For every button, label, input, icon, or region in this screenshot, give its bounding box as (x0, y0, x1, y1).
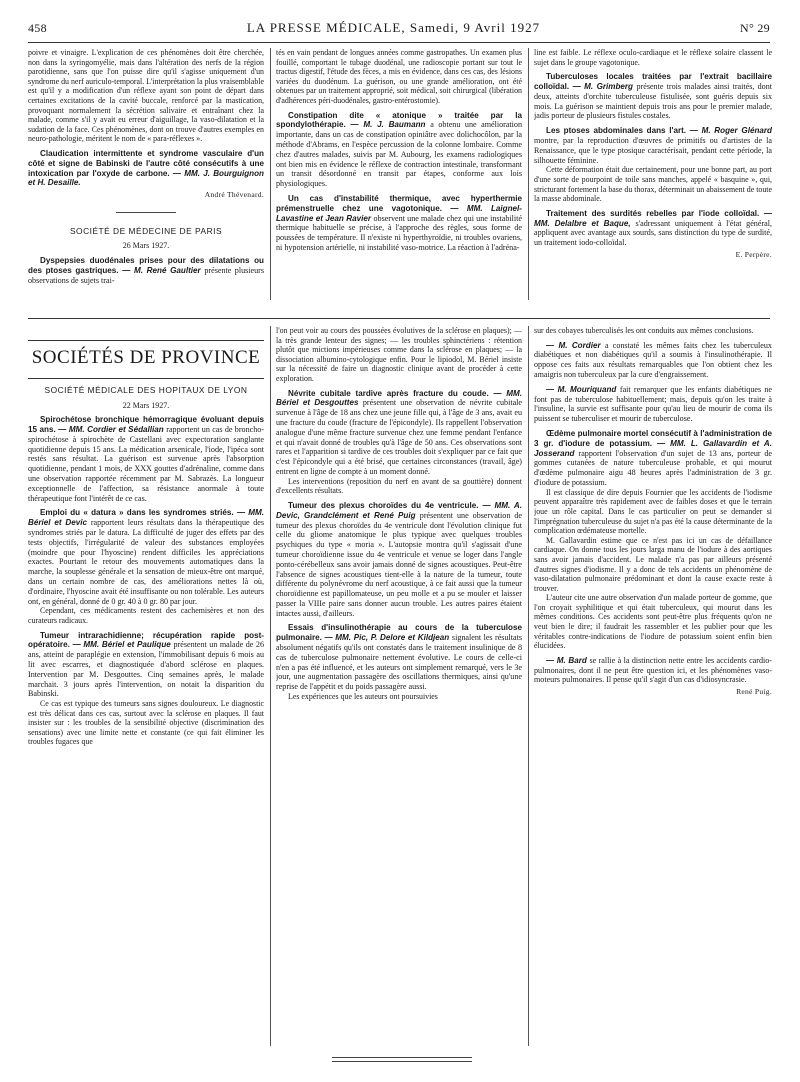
article-title (276, 623, 522, 692)
paragraph: Ce cas est typique des tumeurs sans signes douloureux. Le diagnostic est très délicat dans ces cas, surtout avec la sclérose en plaques. Il faut insister sur : les troubles de la sensibilité objective (discrimination des sensations) avec une limite nette et constante (ce qui fait éliminer les troubles fugaces que (28, 699, 264, 747)
issue-number: N° 29 (740, 21, 770, 35)
paragraph: l'on peut voir au cours des poussées évolutives de la sclérose en plaques); — la très grande lenteur des signes; — les troubles sphinctériens : rétention plutôt que mictions impérieuses comme dans la sclérose en plaques; — la dissociation albumino-cytologique enfin. Pour le lipiodol, M. Bériel insiste sur la nécessité de faire un diagnostic clinique avant de procéder à cette exploration. (276, 326, 522, 383)
article-authors: — M. Roger Glénard (689, 126, 772, 136)
article-heading: Claudication intermittente et syndrome vasculaire d'un côté et signe de Babinski de l'autre côté consécutifs à une intoxication par l'oxyde de carbone. (28, 148, 264, 178)
signature: E. Perpère. (735, 249, 772, 259)
column-divider (528, 326, 529, 1046)
footer-rule (332, 1061, 472, 1062)
article-authors: — M. René Gaultier (122, 265, 201, 275)
journal-title: LA PRESSE MÉDICALE, Samedi, 9 Avril 1927 (246, 20, 541, 35)
province-rule-bottom (28, 378, 264, 379)
paragraph: line est faible. Le réflexe oculo-cardiaque et le réflexe solaire classent le sujet dans le groupe vagotonique. (534, 48, 772, 67)
article-heading: Un cas d'instabilité thermique, avec hyperthermie prémenstruelle chez une vagotonique. (276, 193, 522, 213)
article-authors: — M. Mouriquand (546, 384, 617, 394)
article-title (534, 126, 772, 165)
article-authors: — M. Cordier (546, 340, 601, 350)
article-title (28, 149, 264, 188)
article-title (534, 656, 772, 685)
section-rule (28, 318, 770, 319)
article-text: a constaté les mêmes faits chez les tuberculeux diabétiques et non diabétiques qu'il a soumis à l'insulinothérapie. Il oppose ces faits aux résultats remarquables que l'on obtient chez les amaigris non tuberculeux par la cure d'engraissement. (534, 340, 772, 379)
article-authors: — MM. A. Devic, Grandclément et René Puig (276, 500, 522, 520)
article-heading: Les ptoses abdominales dans l'art. (546, 126, 687, 136)
paragraph: Les expériences que les auteurs ont poursuivies (288, 692, 438, 702)
article-title (534, 209, 772, 248)
column-top-2 (276, 48, 522, 300)
paragraph: tés en vain pendant de longues années comme gastropathes. Un examen plus fouillé, comportant le tubage duodénal, une radioscopie portant sur tout le tractus digestif, l'étude des fèces, a mis en évidence, dans ces cas, des lésions variées du duodénum. La guérison, ou une grande amélioration, ont été obtenues par un traitement approprié, soit médical, soit chirurgical (libération d'adhérences péri-duodénales, gastro-entérostomie). (276, 48, 522, 105)
province-rule-top (28, 340, 264, 341)
article-authors: — MM. Laignel-Lavastine et Jean Ravier (276, 203, 522, 223)
paragraph: poivre et vinaigre. L'explication de ces phénomènes doit être cherchée, non dans la syringomyélie, mais dans l'altération des nerfs de la région parotidienne, sans que l'on puisse dire qu'il s'agisse uniquement d'un syndrome du nerf auriculo-temporal. L'interprétation la plus vraisemblable est qu'il y a modification d'un réflexe ayant son point de départ dans certaines excitations de la cavité buccale, renforcé par la mastication, provoquant normalement la sécrétion salivaire et entraînant chez la malade, comme s'il y avait eu erreur d'aiguillage, la vaso-dilatation et la sudation de la face. Ces phénomènes, dont on trouve d'autres exemples en neuro-pathologie, méritent le nom de « para-réflexes ». (28, 48, 264, 144)
paragraph: Cette déformation était due certainement, pour une bonne part, au port d'une sorte de pourpoint de toile sans manches, appelé « basquine », qui, stricturant fortement la base du thorax, déterminait un abaissement de toute la masse abdominale. (534, 165, 772, 204)
header-rule (28, 42, 770, 43)
article-heading: Tumeur des plexus choroïdes du 4e ventricule. (288, 500, 479, 510)
footer-rule (332, 1057, 472, 1058)
paragraph: Les interventions (reposition du nerf en avant de sa gouttière) donnent d'excellents résultats. (276, 476, 522, 496)
article-text: rapportent un cas de broncho-spirochétose à spirochète de Castellani avec expectoration sanglante quotidienne depuis 15 ans. La médication arsenicale, l'iode, l'ipéca sont restés sans résultat. La guérison est survenue après l'absorption quotidienne, pendant 1 mois, de XXX gouttes d'adrénaline, comme dans une observation rapportée récemment par M. Sabrazès. La longueur exceptionnelle de l'affection, sa résistance anormale à toute thérapeutique font l'intérêt de ce cas. (28, 424, 264, 503)
paragraph: sur des cobayes tuberculisés les ont conduits aux mêmes conclusions. (534, 326, 754, 335)
article-text: rapportent l'observation d'un sujet de 13 ans, porteur de gommes cutanées de nature tuberculeuse probable, et qui mourut d'œdème pulmonaire aigu 48 heures après l'administration de 3 gr. d'iodure de potassium. (534, 448, 772, 487)
article-title (534, 341, 772, 380)
article-heading: Essais d'insulinothérapie au cours de la tuberculose pulmonaire. (276, 623, 522, 643)
article-authors: — MM. Cordier et Sédallian (58, 424, 164, 434)
article-text: présente plusieurs observations de sujets trai- (28, 265, 264, 285)
article-heading: Traitement des surdités rebelles par l'iode colloïdal. (546, 208, 760, 218)
article-heading: Constipation dite « atonique » traitée par la spondylothérapie. (276, 110, 522, 130)
article-title (28, 508, 264, 606)
article-authors: — MM. Bériel et Devic (28, 508, 264, 528)
column-divider (270, 48, 271, 300)
article-title (534, 385, 772, 424)
article-heading: Spirochétose bronchique hémorragique évoluant depuis 15 ans. (28, 415, 264, 434)
paragraph: M. Gallavardin estime que ce n'est pas ici un cas de défaillance cardiaque. On donne tous les jours larga manu de l'iodure à des aortiques sans avoir jamais d'accident. Le malade n'a pas par ailleurs présenté d'autres signes d'iodisme. Il y a donc de tels accidents un phénomène de vaso-dilatation pulmonaire prédominant et dont la cause exacte reste à trouver. (534, 535, 772, 593)
article-text: présentent une observation de névrite cubitale survenue à l'âge de 18 ans chez une jeune fille qui, à l'âge de 3 ans, avait eu une fracture du coude (fracture de l'épicondyle). Ils rappellent l'observation analogue d'une même fracture survenue chez une femme pendant l'enfance et qui n'avait donné de troubles qu'à l'âge de 50 ans. Ces observations sont rares et l'apparition si tardive de ces troubles doit s'expliquer par ce fait que c'est l'épicondyle qui a été brisé, que certaines circonstances (travail, âge) entrent en ligne de compte à un moment donné. (276, 398, 522, 476)
article-text: se rallie à la distinction nette entre les accidents cardio-pulmonaires, dont il ne peut être question ici, et les phénomènes vaso-moteurs pulmonaires. Il pense qu'il s'agit d'un cas d'idiosyncrasie. (534, 655, 772, 685)
article-text: signalent les résultats absolument négatifs qu'ils ont constatés dans le traitement insulinique de 8 cas de tuberculose pulmonaire nettement évolutive. Le cours de celle-ci n'en a pas été influencé, et les auteurs ont simplement remarqué, vers le 3e jour, une augmentation passagère des oscillations thermiques, ainsi qu'une reprise de l'appétit et du poids passagère aussi. (276, 633, 522, 692)
paragraph: L'auteur cite une autre observation d'un malade porteur de gomme, que l'on croyait syphilitique et qui était tuberculeux, qui mourut dans les mêmes conditions. Ces accidents sont peut-être plus fréquents qu'on ne veut bien le dire; il faudrait les rassembler et les publier pour que les véritables contre-indications de l'iodure de potassium soient enfin bien élucidées. (534, 593, 772, 651)
article-heading: Névrite cubitale tardive après fracture du coude. (288, 388, 489, 398)
column-top-3 (534, 48, 772, 300)
session-date: 22 Mars 1927. (122, 400, 170, 410)
paragraph: Il est classique de dire depuis Fournier que les accidents de l'iodisme peuvent apparaître très rapidement avec de faibles doses et que le terrain joue un rôle capital. Dans le cas particulier on peut se demander si l'imprégnation tuberculeuse du sujet n'a pas été la cause déterminante de la complication œdémateuse mortelle. (534, 487, 772, 536)
article-text: fait remarquer que les enfants diabétiques ne font pas de tuberculose habituellement; mais, depuis qu'on les traite à l'insuline, la survie est suffisante pour qu'au lieu de mourir de coma ils puissent se tuberculiser et mourir de tuberculose. (534, 384, 772, 424)
column-bottom-3 (534, 326, 772, 1048)
article-authors: — MM. Bériel et Desgouttes (276, 388, 522, 408)
article-authors: — MM. Bériel et Paulique (72, 640, 171, 650)
page-number: 458 (28, 21, 47, 35)
society-heading: SOCIÉTÉ DE MÉDECINE DE PARIS (69, 225, 223, 236)
column-bottom-1 (28, 384, 264, 1054)
signature: René Puig. (736, 687, 772, 697)
article-text: observent une malade chez qui une instabilité thermique habituelle se précise, à l'approche des règles, sous forme de poussées de température. Il n'existe ni hyperthyroïdie, ni troubles ovariens, ni hypotension artérielle, ni instabilité vaso-motrice. La réaction à l'adréna- (276, 213, 522, 252)
page-header (28, 20, 770, 40)
article-authors: — M. Bard (546, 655, 587, 665)
article-title (28, 415, 264, 503)
article-text: présentent une observation de tumeur des plexus choroïdes du 4e ventricule dont l'évolution clinique fut celle du gliome anatomique le plus typique avec quelques troubles psychiques du type « moria ». L'autopsie montra qu'il s'agissait d'une tumeur choroïdienne issue du 4e ventricule et venue se loger dans l'angle ponto-cérébelleux sans avoir jamais donné de signes acoustiques. Peut-être l'absence de signes acoustiques tient-elle à la nature de la tumeur, toute différente du polynévrome du nerf acoustique, à ce fait aussi que la tumeur choroïdienne est papillomateuse, un peu molle et a pu se mouler et laisser passer la VIIIe paire sans donner aucun trouble. Les autres paires étaient intactes aussi, d'ailleurs. (276, 510, 522, 618)
article-title (276, 111, 522, 189)
column-divider (528, 48, 529, 300)
article-text: montre, par la reproduction d'œuvres de primitifs ou d'artistes de la Renaissance, que le type ptosique caractérisait, pendant cette période, la silhouette féminine. (534, 135, 772, 165)
article-heading: Emploi du « datura » dans les syndromes striés. (40, 508, 234, 518)
article-authors: — MM. Delalbre et Baque, (534, 208, 772, 228)
article-text: s'adressant uniquement à l'état général, appliquent avec avantage aux sourds, sans distinction du type de surdité, un traitement iodo-colloïdal. (534, 218, 772, 248)
article-title (276, 389, 522, 477)
article-text: présente trois malades ainsi traités, dont deux, atteints d'orchite tuberculeuse fistulisée, sont guéris depuis six mois. La guérison se maintient depuis trois ans pour le premier malade, jadis porteur de plusieurs fistules costales. (534, 81, 772, 121)
column-divider (270, 326, 271, 1046)
article-authors: — MM. J. Bourguignon et H. Desaille. (28, 168, 264, 188)
article-title (276, 194, 522, 253)
paragraph: Cependant, ces médicaments restent des cachemisères et non des curateurs radicaux. (28, 606, 264, 625)
article-title (534, 429, 772, 488)
article-text: présentent un malade de 26 ans, atteint de paraplégie en extension, l'immobilisant depuis 6 mois au lit avec escarres, et diagnostiquée d'abord sclérose en plaques. Intervention par M. Desgouttes. Cinq semaines après, le malade marchait. 3 jours après l'intervention, on notait la disparition du Babinski. (28, 640, 264, 699)
article-heading: Tuberculoses locales traitées par l'extrait bacillaire colloïdal. (534, 72, 772, 91)
section-title: SOCIÉTÉS DE PROVINCE (31, 347, 261, 368)
society-heading: SOCIÉTÉ MÉDICALE DES HOPITAUX DE LYON (44, 385, 248, 395)
article-text: a obtenu une amélioration importante, dans un cas de constipation opiniâtre avec dolichocôlon, par la méthode d'Abrams, en l'espèce percussion de la colonne lombaire. Comme chez d'autres malades, suivis par M. Aubourg, les examens radiologiques ont bien mis en évidence le réflexe de contraction intestinale, transformant un transit désordonné en transit par étapes, conforme aux lois physiologiques. (276, 120, 522, 189)
column-bottom-2 (276, 326, 522, 1048)
article-authors: — MM. Pic, P. Delore et Kildjean (324, 633, 450, 643)
article-authors: — MM. L. Gallavardin et A. Josserand (534, 438, 772, 458)
article-authors: — M. Grimberg (572, 81, 634, 91)
article-authors: — M. J. Baumann (350, 120, 426, 130)
article-title (276, 501, 522, 619)
session-date: 26 Mars 1927. (122, 241, 170, 251)
article-title (534, 72, 772, 121)
article-title (28, 631, 264, 700)
article-text: rapportent leurs résultats dans la thérapeutique des syndromes striés par le datura. La difficulté de juger des effets par des tests objectifs, l'irrégularité de valeur des substances employées (moindre que pour l'hyoscine) rendent difficiles les appréciations exactes. Pourtant le retour des mouvements automatiques dans la marche, la souplesse générale et la sensation de mieux-être ont marqué, dans un certain nombre de cas, des améliorations nettes là où, d'ordinaire, l'hyoscine avait été insuffisante ou non tolérable. Les auteurs ont, en général, donné de 0 gr. 40 à 0 gr. 80 par jour. (28, 518, 264, 606)
article-title (28, 256, 264, 285)
article-heading: Œdème pulmonaire mortel consécutif à l'administration de 3 gr. d'iodure de potassium. (534, 428, 772, 448)
article-heading: Tumeur intrarachidienne; récupération rapide post-opératoire. (28, 630, 264, 650)
article-heading: Dyspepsies duodénales prises pour des dilatations ou des ptoses gastriques. (28, 255, 264, 275)
signature: André Thévenard. (204, 190, 264, 200)
separator (116, 212, 176, 213)
column-top-1 (28, 48, 264, 300)
